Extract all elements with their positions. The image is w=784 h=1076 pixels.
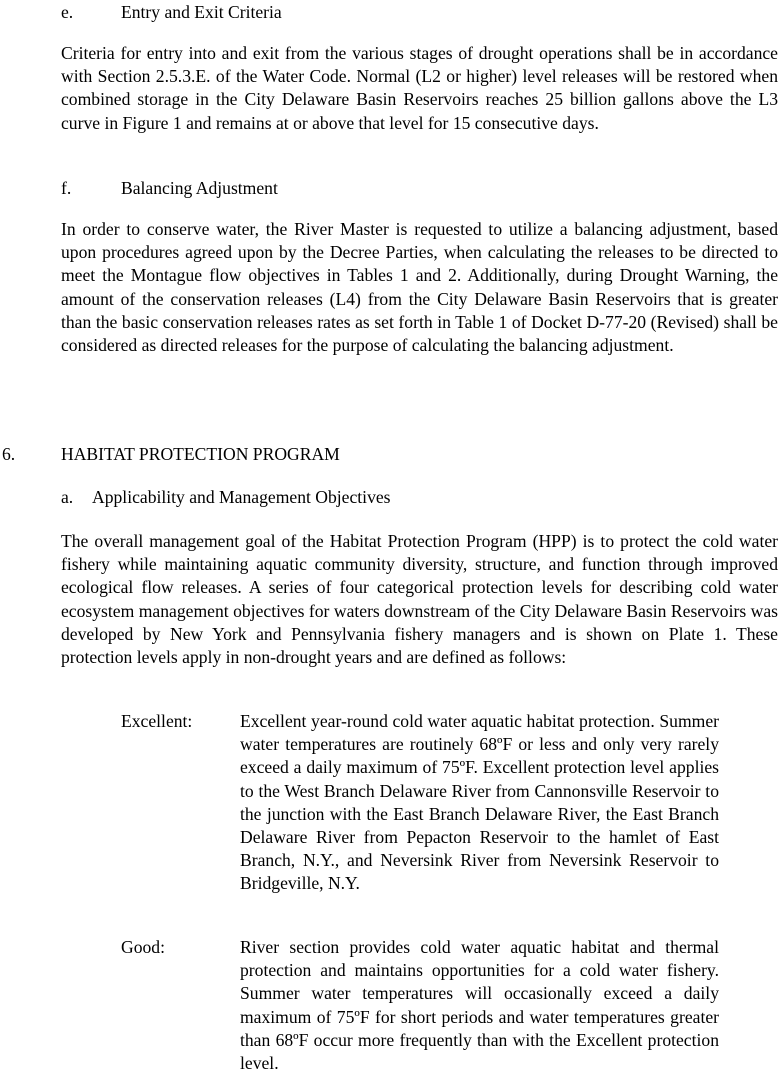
section-f-title: Balancing Adjustment — [121, 178, 278, 198]
definition-term-good: Good: — [121, 937, 165, 957]
subsection-a-marker: a. — [61, 487, 74, 507]
section-e-marker: e. — [61, 2, 74, 22]
section-f-marker: f. — [61, 178, 72, 198]
section-e-body: Criteria for entry into and exit from the various stages of drought operations shall be in accordance with Section 2.5.3.E. of the Water Code. Normal (L2 or higher) level releases will be restored when combined storage in the City Delaware Basin Reservoirs reaches 25 billion gallons above the L3 curve in Figure 1 and remains at or above that level for 15 consecutive days. — [61, 43, 778, 133]
section-f-body: In order to conserve water, the River Master is requested to utilize a balancing adjustment, based upon procedures agreed upon by the Decree Parties, when calculating the releases to be directed to meet the Montague flow objectives in Tables 1 and 2. Additionally, during Drought Warning, the amount of the conservation releases (L4) from the City Delaware Basin Reservoirs that is greater than the basic conservation releases rates as set forth in Table 1 of Docket D-77-20 (Revised) shall be considered as directed releases for the purpose of calculating the balancing adjustment. — [61, 219, 778, 356]
definition-text-excellent: Excellent year-round cold water aquatic habitat protection. Summer water temperatures are routinely 68ºF or less and only very rarely exceed a daily maximum of 75ºF. Excellent protection level applies to the West Branch Delaware River from Cannonsville Reservoir to the junction with the East Branch Delaware River, the East Branch Delaware River from Pepacton Reservoir to the hamlet of East Branch, N.Y., and Neversink River from Neversink Reservoir to Bridgeville, N.Y. — [240, 711, 719, 894]
definition-term-excellent: Excellent: — [121, 711, 193, 731]
section-e-title: Entry and Exit Criteria — [121, 2, 282, 22]
section-6-title: HABITAT PROTECTION PROGRAM — [61, 444, 340, 464]
section-6-number: 6. — [2, 444, 16, 464]
subsection-a-body: The overall management goal of the Habitat Protection Program (HPP) is to protect the cold water fishery while maintaining aquatic community diversity, structure, and function through improved ecological flow releases. A series of four categorical protection levels for describing cold water ecosystem management objectives for waters downstream of the City Delaware Basin Reservoirs was developed by New York and Pennsylvania fishery managers and is shown on Plate 1. These protection levels apply in non-drought years and are defined as follows: — [61, 531, 778, 668]
definition-text-good: River section provides cold water aquatic habitat and thermal protection and maintains opportunities for a cold water fishery. Summer water temperatures will occasionally exceed a daily maximum of 75ºF for short periods and water temperatures greater than 68ºF occur more frequently than with the Excellent protection level. — [240, 937, 719, 1074]
subsection-a-title: Applicability and Management Objectives — [92, 487, 391, 507]
